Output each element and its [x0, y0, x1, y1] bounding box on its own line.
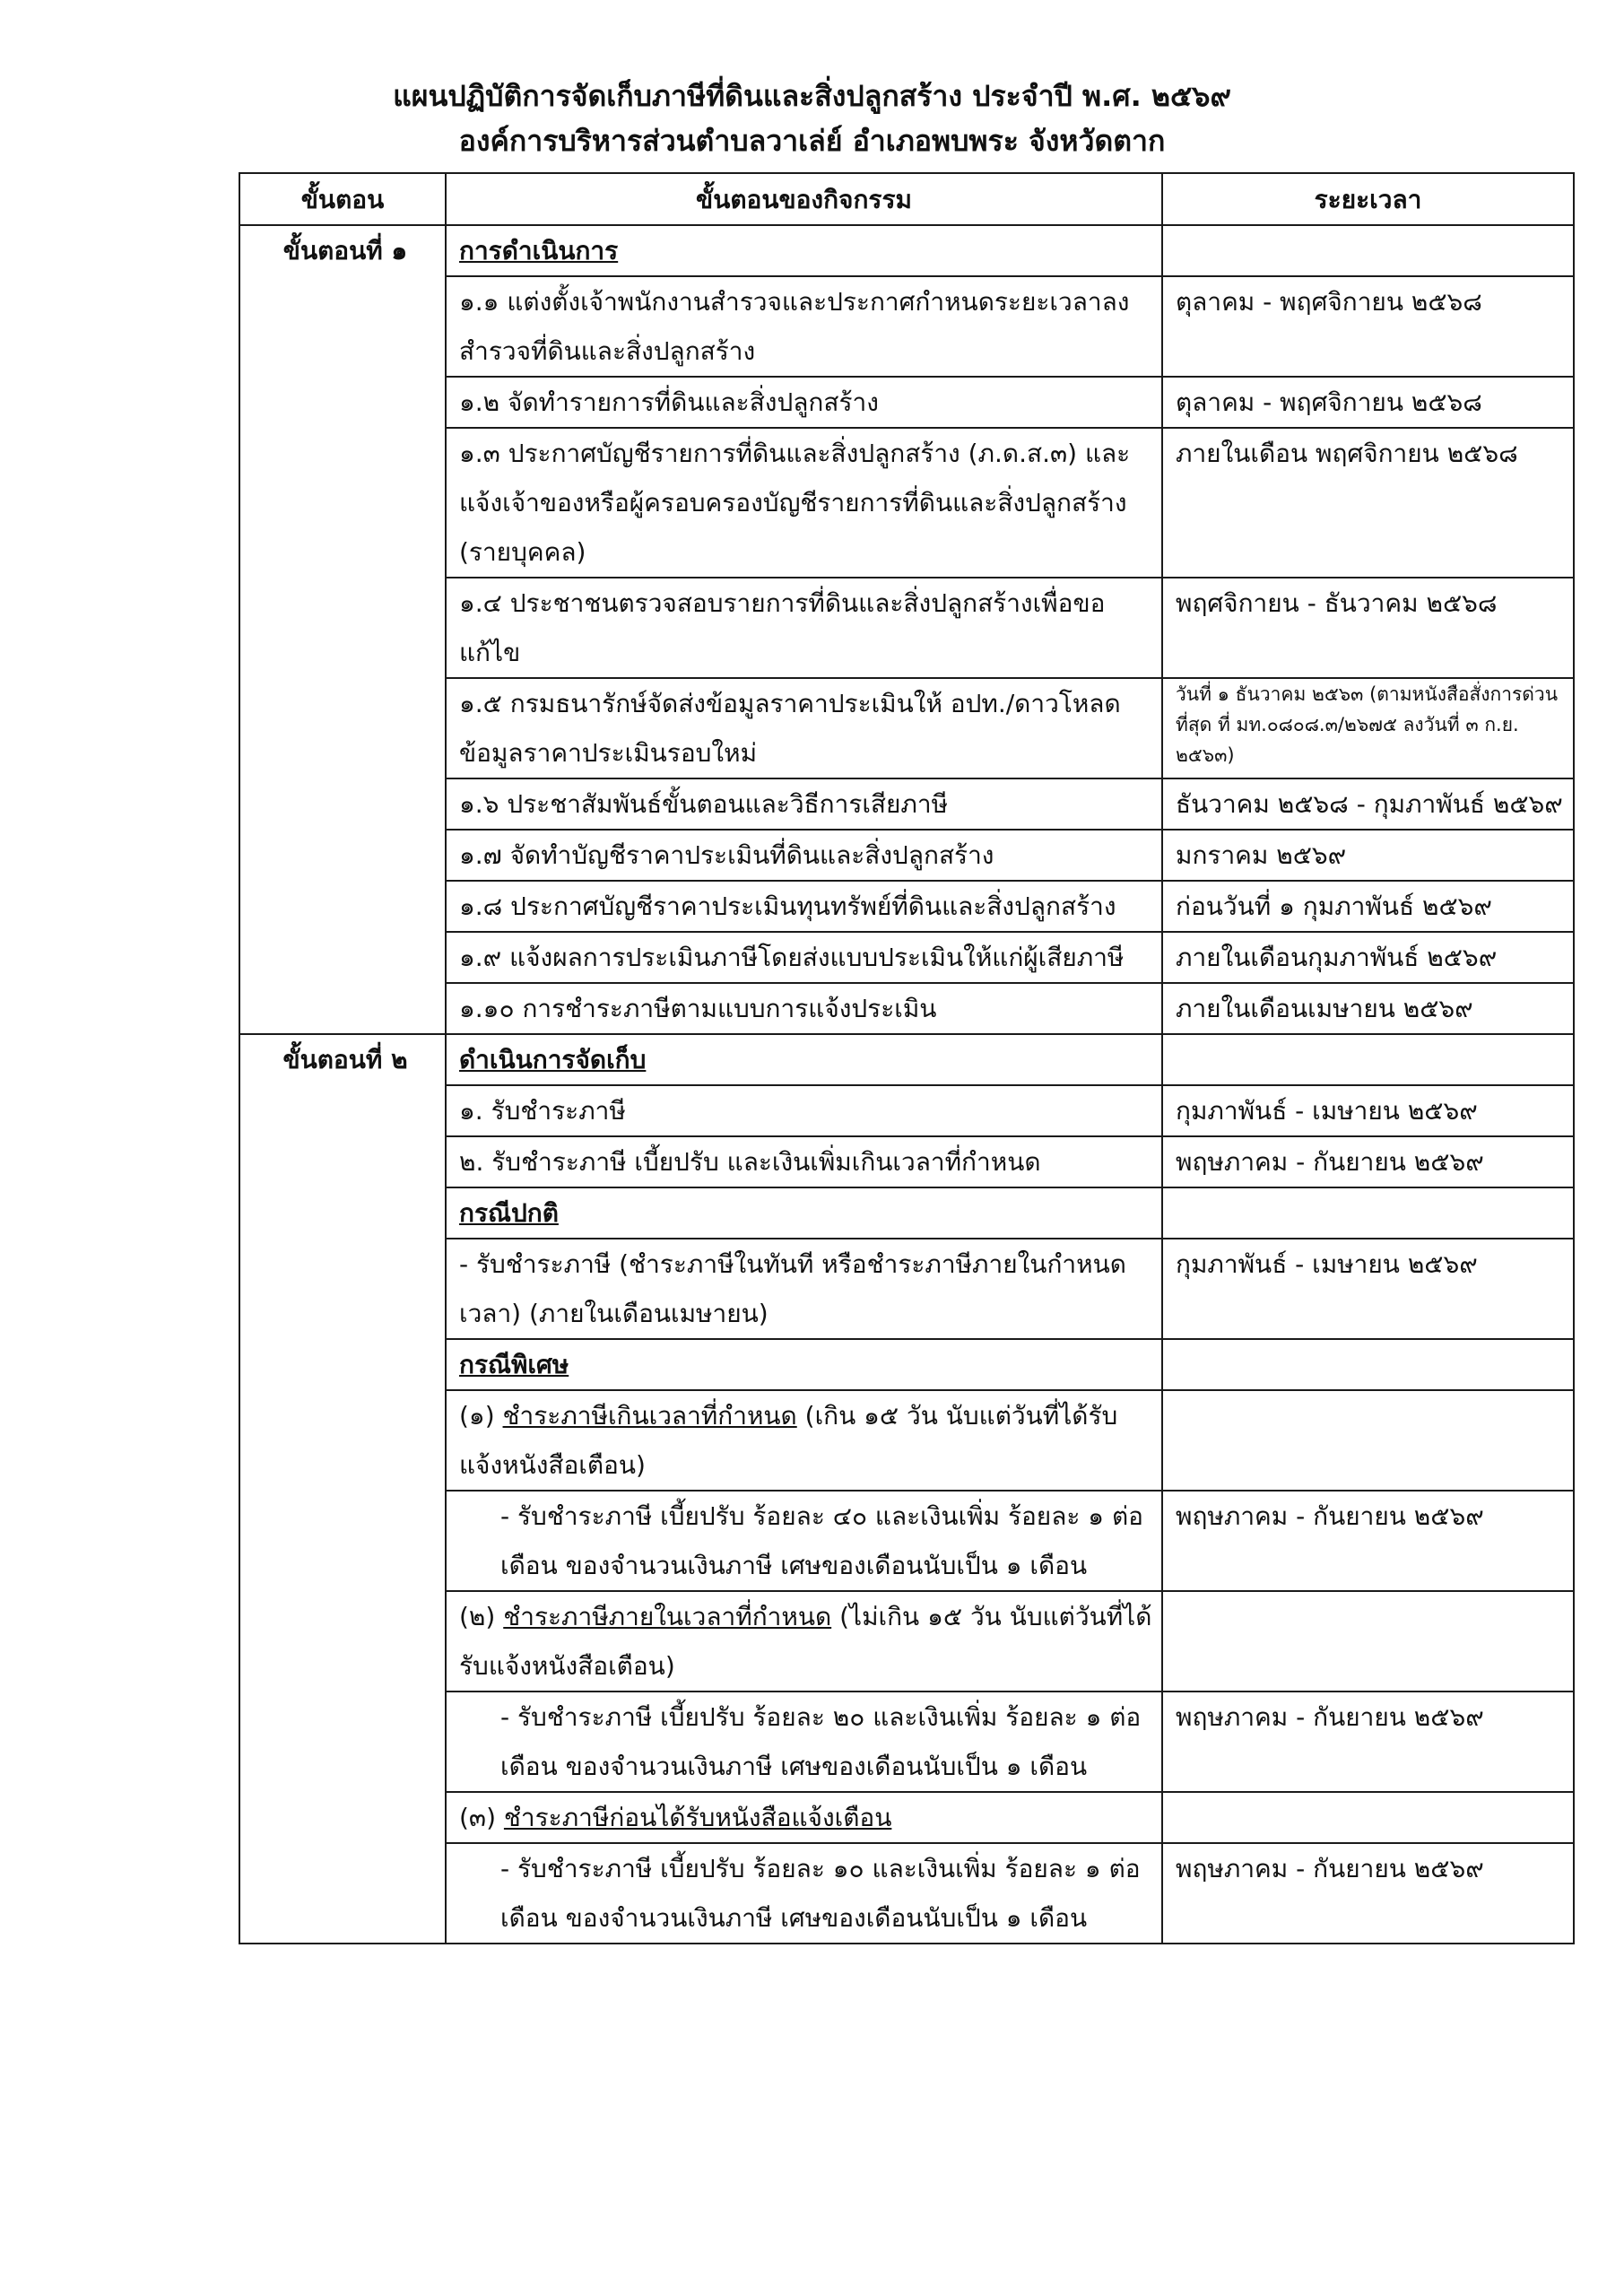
table-header-row — [239, 173, 1574, 225]
period-cell: ธันวาคม ๒๕๖๘ - กุมภาพันธ์ ๒๕๖๙ — [1162, 778, 1574, 830]
period-cell: ก่อนวันที่ ๑ กุมภาพันธ์ ๒๕๖๙ — [1162, 881, 1574, 932]
activity-cell: - รับชำระภาษี เบี้ยปรับ ร้อยละ ๔๐ และเงินเพิ่ม ร้อยละ ๑ ต่อเดือน ของจำนวนเงินภาษี เศษของเดือนนับเป็น ๑ เดือน — [446, 1491, 1162, 1591]
special-case-heading: กรณีพิเศษ — [459, 1350, 569, 1379]
period-cell: วันที่ ๑ ธันวาคม ๒๕๖๓ (ตามหนังสือสั่งการด่วนที่สุด ที่ มท.๐๘๐๘.๓/๒๖๗๕ ลงวันที่ ๓ ก.ย. ๒๕๖๓) — [1162, 678, 1574, 778]
activity-cell: ๑.๑ แต่งตั้งเจ้าพนักงานสำรวจและประกาศกำหนดระยะเวลาลงสำรวจที่ดินและสิ่งปลูกสร้าง — [446, 276, 1162, 377]
header-activity: ขั้นตอนของกิจกรรม — [446, 173, 1162, 225]
period-cell: กุมภาพันธ์ - เมษายน ๒๕๖๙ — [1162, 1085, 1574, 1136]
period-cell — [1162, 1591, 1574, 1692]
activity-cell: - รับชำระภาษี เบี้ยปรับ ร้อยละ ๒๐ และเงินเพิ่ม ร้อยละ ๑ ต่อเดือน ของจำนวนเงินภาษี เศษของเดือนนับเป็น ๑ เดือน — [446, 1692, 1162, 1792]
normal-case-heading: กรณีปกติ — [459, 1198, 559, 1228]
period-cell — [1162, 1390, 1574, 1491]
activity-cell: ๑.๗ จัดทำบัญชีราคาประเมินที่ดินและสิ่งปลูกสร้าง — [446, 830, 1162, 881]
period-cell — [1162, 1187, 1574, 1239]
special-case-title-cell — [446, 1591, 1162, 1692]
table-row — [239, 1034, 1574, 1085]
period-cell: พฤษภาคม - กันยายน ๒๕๖๙ — [1162, 1491, 1574, 1591]
period-cell: ภายในเดือนกุมภาพันธ์ ๒๕๖๙ — [1162, 932, 1574, 983]
activity-cell: ๑.๓ ประกาศบัญชีรายการที่ดินและสิ่งปลูกสร้าง (ภ.ด.ส.๓) และแจ้งเจ้าของหรือผู้ครอบครองบัญชีรายการที่ดินและสิ่งปลูกสร้าง (รายบุคคล) — [446, 428, 1162, 578]
case-title: ชำระภาษีก่อนได้รับหนังสือแจ้งเตือน — [503, 1803, 892, 1832]
activity-cell: - รับชำระภาษี (ชำระภาษีในทันที หรือชำระภาษีภายในกำหนดเวลา) (ภายในเดือนเมษายน) — [446, 1239, 1162, 1339]
stage-1-section-heading: การดำเนินการ — [459, 236, 619, 265]
special-case-title-cell — [446, 1390, 1162, 1491]
period-cell — [1162, 1034, 1574, 1085]
period-cell: พฤศจิกายน - ธันวาคม ๒๕๖๘ — [1162, 578, 1574, 678]
stage-1-label: ขั้นตอนที่ ๑ — [239, 225, 446, 1034]
case-title: ชำระภาษีเกินเวลาที่กำหนด — [502, 1401, 797, 1431]
document-subtitle: องค์การบริหารส่วนตำบลวาเล่ย์ อำเภอพบพระ จังหวัดตาก — [458, 124, 1166, 158]
stage-2-section-heading: ดำเนินการจัดเก็บ — [459, 1045, 647, 1074]
activity-cell: ๑.๘ ประกาศบัญชีราคาประเมินทุนทรัพย์ที่ดินและสิ่งปลูกสร้าง — [446, 881, 1162, 932]
activity-cell: ๑.๕ กรมธนารักษ์จัดส่งข้อมูลราคาประเมินให้ อปท./ดาวโหลดข้อมูลราคาประเมินรอบใหม่ — [446, 678, 1162, 778]
period-cell: ภายในเดือน พฤศจิกายน ๒๕๖๘ — [1162, 428, 1574, 578]
header-period: ระยะเวลา — [1162, 173, 1574, 225]
activity-cell: ๑.๖ ประชาสัมพันธ์ขั้นตอนและวิธีการเสียภาษี — [446, 778, 1162, 830]
period-cell — [1162, 225, 1574, 276]
period-cell: พฤษภาคม - กันยายน ๒๕๖๙ — [1162, 1136, 1574, 1187]
header-stage: ขั้นตอน — [239, 173, 446, 225]
period-cell — [1162, 1792, 1574, 1843]
special-case-title-cell — [446, 1792, 1162, 1843]
period-cell: ตุลาคม - พฤศจิกายน ๒๕๖๘ — [1162, 276, 1574, 377]
case-number: (๓) — [459, 1803, 496, 1832]
activity-cell: ๑.๒ จัดทำรายการที่ดินและสิ่งปลูกสร้าง — [446, 377, 1162, 428]
activity-cell: ๑.๑๐ การชำระภาษีตามแบบการแจ้งประเมิน — [446, 983, 1162, 1034]
period-cell: พฤษภาคม - กันยายน ๒๕๖๙ — [1162, 1692, 1574, 1792]
stage-2-label: ขั้นตอนที่ ๒ — [239, 1034, 446, 1944]
activity-cell: - รับชำระภาษี เบี้ยปรับ ร้อยละ ๑๐ และเงินเพิ่ม ร้อยละ ๑ ต่อเดือน ของจำนวนเงินภาษี เศษของเดือนนับเป็น ๑ เดือน — [446, 1843, 1162, 1944]
period-cell: กุมภาพันธ์ - เมษายน ๒๕๖๙ — [1162, 1239, 1574, 1339]
activity-cell: ๑.๔ ประชาชนตรวจสอบรายการที่ดินและสิ่งปลูกสร้างเพื่อขอแก้ไข — [446, 578, 1162, 678]
case-number: (๑) — [459, 1401, 495, 1431]
activity-cell: ๑. รับชำระภาษี — [446, 1085, 1162, 1136]
period-cell: ภายในเดือนเมษายน ๒๕๖๙ — [1162, 983, 1574, 1034]
case-note: (เกิน ๑๕ วัน นับแต่วันที่ได้รับแจ้งหนังสือเตือน) — [459, 1401, 1118, 1480]
plan-table — [239, 172, 1575, 1944]
period-cell: ตุลาคม - พฤศจิกายน ๒๕๖๘ — [1162, 377, 1574, 428]
table-row — [239, 225, 1574, 276]
period-cell — [1162, 1339, 1574, 1390]
period-cell: พฤษภาคม - กันยายน ๒๕๖๙ — [1162, 1843, 1574, 1944]
activity-cell: ๑.๙ แจ้งผลการประเมินภาษีโดยส่งแบบประเมินให้แก่ผู้เสียภาษี — [446, 932, 1162, 983]
case-title: ชำระภาษีภายในเวลาที่กำหนด — [503, 1602, 832, 1631]
document-title: แผนปฏิบัติการจัดเก็บภาษีที่ดินและสิ่งปลูกสร้าง ประจำปี พ.ศ. ๒๕๖๙ — [393, 79, 1231, 113]
case-note: (ไม่เกิน ๑๕ วัน นับแต่วันที่ได้รับแจ้งหนังสือเตือน) — [459, 1602, 1152, 1681]
document-header — [0, 74, 1624, 163]
period-cell: มกราคม ๒๕๖๙ — [1162, 830, 1574, 881]
case-number: (๒) — [459, 1602, 496, 1631]
activity-cell: ๒. รับชำระภาษี เบี้ยปรับ และเงินเพิ่มเกินเวลาที่กำหนด — [446, 1136, 1162, 1187]
